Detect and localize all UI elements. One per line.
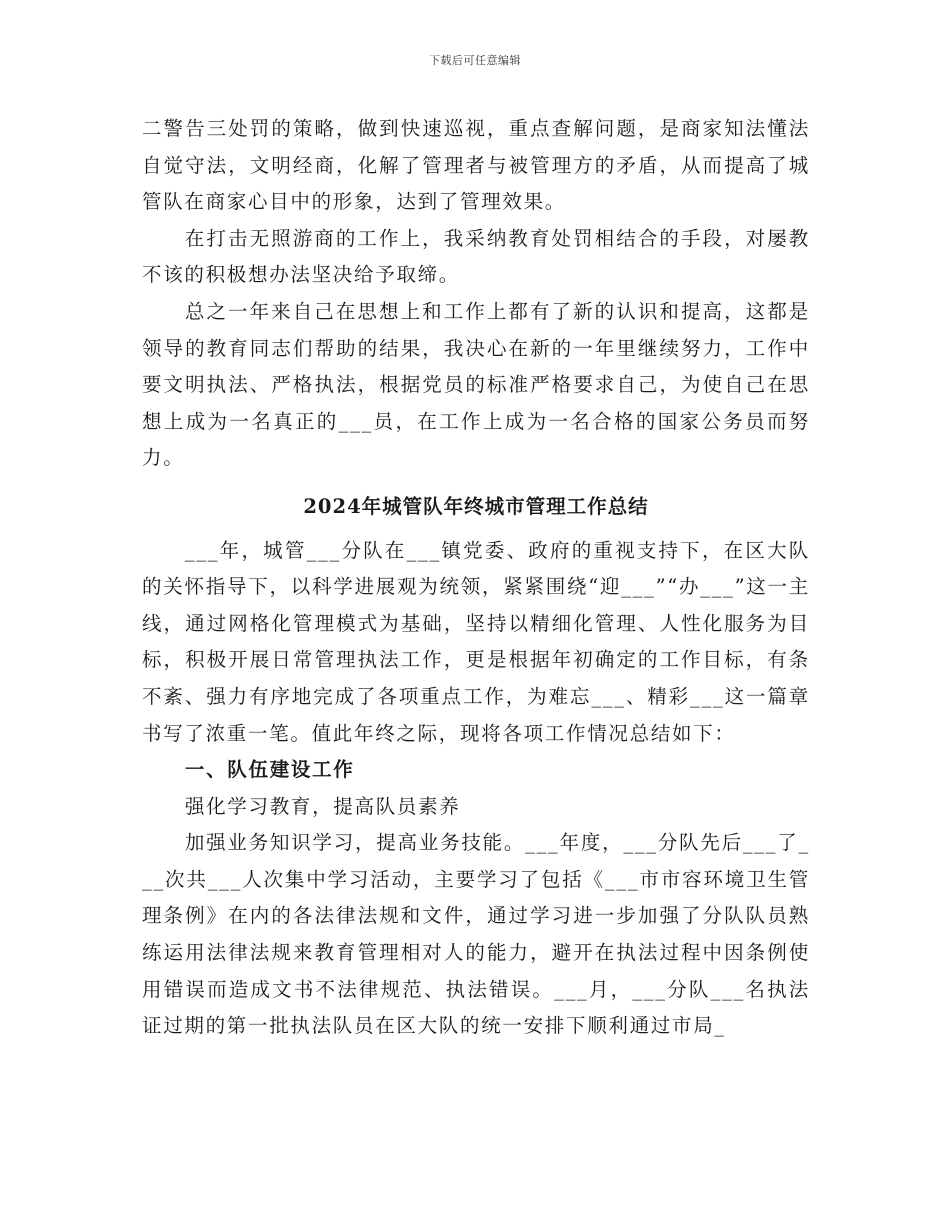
section-heading: 一、队伍建设工作 bbox=[184, 758, 355, 782]
page-header: 下载后可任意编辑 bbox=[429, 54, 521, 67]
paragraph-conclusion: 总之一年来自己在思想上和工作上都有了新的认识和提高，这都是领导的教育同志们帮助的结果，我决心在新的一年里继续努力，工作中要文明执法、严格执法，根据党员的标准严格要求自己，为使自己在思想上成为一名真正的___员，在工作上成为一名合格的国家公务员而努力。 bbox=[142, 299, 810, 470]
document-body bbox=[142, 111, 810, 1045]
paragraph-street-vendors: 在打击无照游商的工作上，我采纳教育处罚相结合的手段，对屡教不该的积极想办法坚决给予取缔。 bbox=[142, 226, 810, 287]
paragraph-study: 加强业务知识学习，提高业务技能。___年度，___分队先后___了___次共___人次集中学习活动，主要学习了包括《___市市容环境卫生管理条例》在内的各法律法规和文件，通过学习进一步加强了分队队员熟练运用法律法规来教育管理相对人的能力，避开在执法过程中因条例使用错误而造成文书不法律规范、执法错误。___月，___分队___名执法证过期的第一批执法队员在区大队的统一安排下顺利通过市局_ bbox=[142, 831, 810, 1038]
paragraph-continued: 二警告三处罚的策略，做到快速巡视，重点查解问题，是商家知法懂法自觉守法，文明经商，化解了管理者与被管理方的矛盾，从而提高了城管队在商家心目中的形象，达到了管理效果。 bbox=[142, 117, 810, 214]
paragraph-intro: ___年，城管___分队在___镇党委、政府的重视支持下，在区大队的关怀指导下，以科学进展观为统领，紧紧围绕“迎___”“办___”这一主线，通过网格化管理模式为基础，坚持以精细化管理、人性化服务为目标，积极开展日常管理执法工作，更是根据年初确定的工作目标，有条不紊、强力有序地完成了各项重点工作，为难忘___、精彩___这一篇章书写了浓重一笔。值此年终之际，现将各项工作情况总结如下： bbox=[142, 538, 810, 745]
document-title: 2024年城管队年终城市管理工作总结 bbox=[303, 494, 649, 518]
subheading: 强化学习教育，提高队员素养 bbox=[184, 794, 461, 818]
